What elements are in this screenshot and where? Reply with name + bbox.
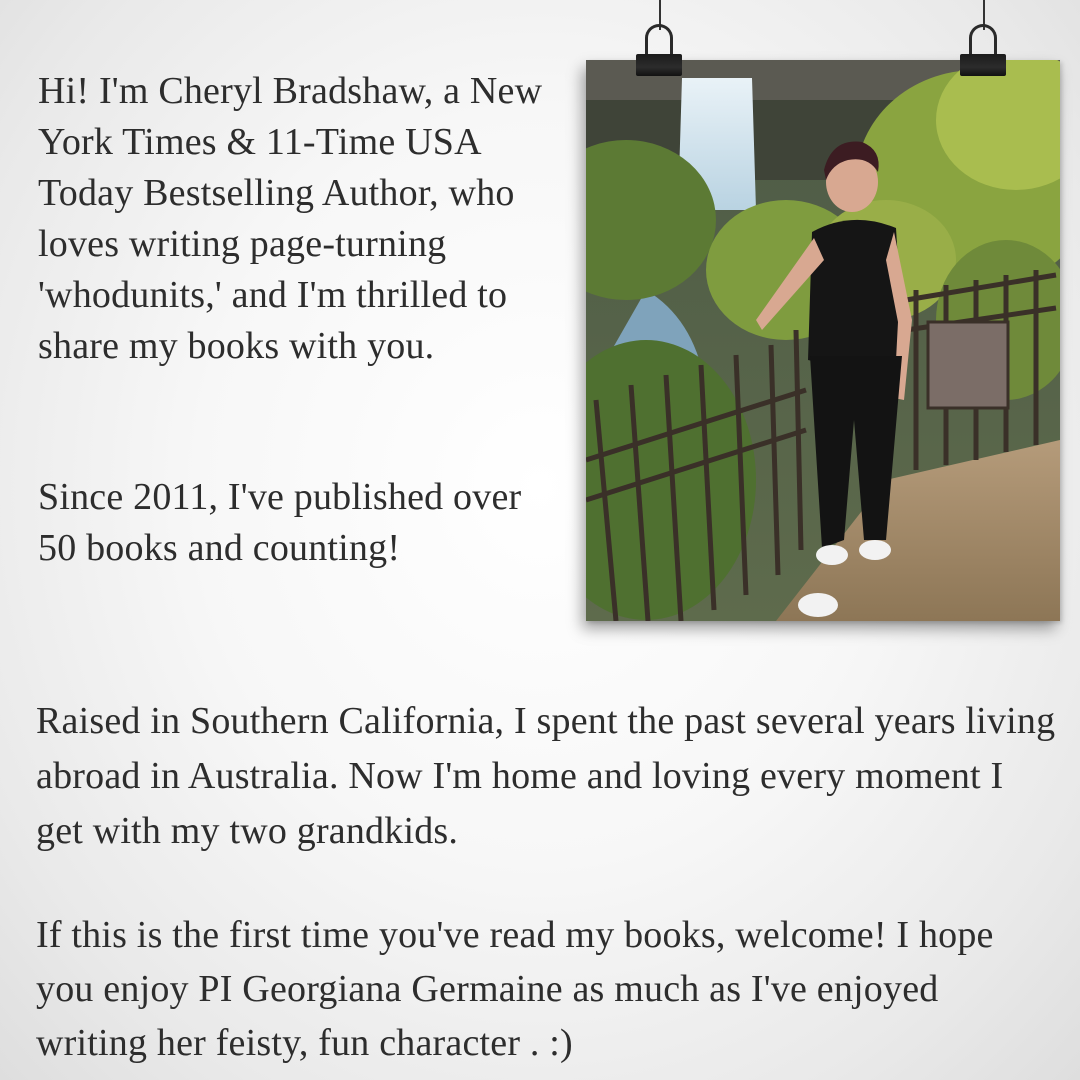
since-paragraph: Since 2011, I've published over 50 books and counting! [38, 476, 522, 569]
clip-spring [645, 24, 673, 58]
clip-jaw [960, 54, 1006, 76]
author-photo-illustration [586, 60, 1060, 621]
binder-clip-right-icon [960, 24, 1006, 80]
binder-clip-left-icon [636, 24, 682, 80]
clip-jaw [636, 54, 682, 76]
author-photo [586, 60, 1060, 621]
raised-paragraph: Raised in Southern California, I spent the past several years living abroad in Australia. Now I'm home and loving every moment I get with my two grandkids. [36, 700, 1056, 852]
intro-paragraph: Hi! I'm Cheryl Bradshaw, a New York Times & 11-Time USA Today Bestselling Author, who loves writing page-turning 'whodunits,' and I'm thrilled to share my books with you. [38, 70, 543, 367]
welcome-paragraph: If this is the first time you've read my books, welcome! I hope you enjoy PI Georgiana Germaine as much as I've enjoyed writing her feisty, fun character . :) [36, 914, 994, 1064]
clip-spring [969, 24, 997, 58]
